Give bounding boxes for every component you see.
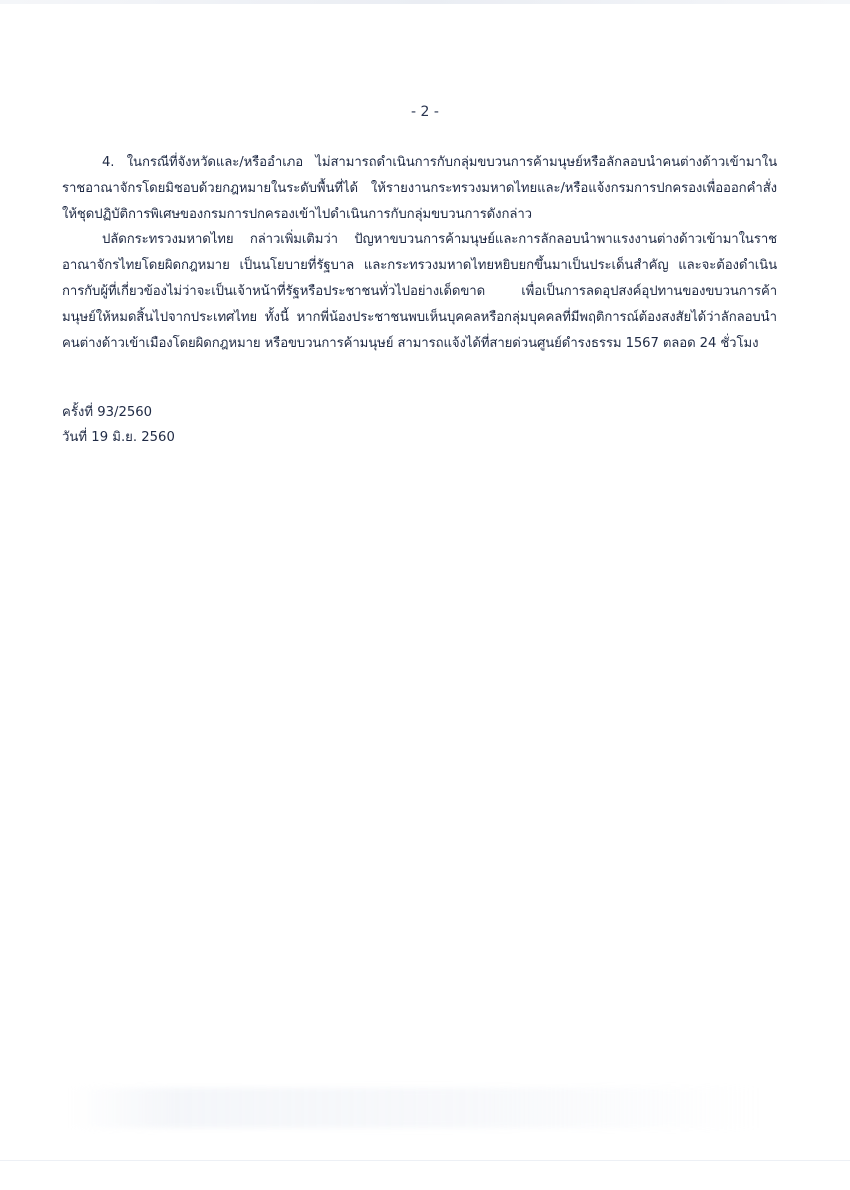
scan-edge-top: [0, 0, 850, 4]
issue-date: วันที่ 19 มิ.ย. 2560: [62, 430, 175, 445]
document-body: [62, 150, 777, 356]
paragraph-statement: ปลัดกระทรวงมหาดไทย กล่าวเพิ่มเติมว่า ปัญหาขบวนการค้ามนุษย์และการลักลอบนำพาแรงงานต่างด้าวเข้ามาในราชอาณาจักรไทยโดยผิดกฎหมาย เป็นนโยบายที่รัฐบาล และกระทรวงมหาดไทยหยิบยกขึ้นมาเป็นประเด็นสำคัญ และจะต้องดำเนินการกับผู้ที่เกี่ยวข้องไม่ว่าจะเป็นเจ้าหน้าที่รัฐหรือประชาชนทั่วไปอย่างเด็ดขาด เพื่อเป็นการลดอุปสงค์อุปทานของขบวนการค้ามนุษย์ให้หมดสิ้นไปจากประเทศไทย ทั้งนี้ หากพี่น้องประชาชนพบเห็นบุคคลหรือกลุ่มบุคคลที่มีพฤติการณ์ต้องสงสัยได้ว่าลักลอบนำคนต่างด้าวเข้าเมืองโดยผิดกฎหมาย หรือขบวนการค้ามนุษย์ สามารถแจ้งได้ที่สายด่วนศูนย์ดำรงธรรม 1567 ตลอด 24 ชั่วโมง: [62, 232, 777, 351]
scan-bleed-through: [70, 1088, 760, 1128]
issue-number: ครั้งที่ 93/2560: [62, 405, 153, 420]
paragraph-item-4: 4. ในกรณีที่จังหวัดและ/หรืออำเภอ ไม่สามารถดำเนินการกับกลุ่มขบวนการค้ามนุษย์หรือลักลอบนำคนต่างด้าวเข้ามาในราชอาณาจักรโดยมิชอบด้วยกฎหมายในระดับพื้นที่ได้ ให้รายงานกระทรวงมหาดไทยและ/หรือแจ้งกรมการปกครองเพื่อออกคำสั่งให้ชุดปฏิบัติการพิเศษของกรมการปกครองเข้าไปดำเนินการกับกลุ่มขบวนการดังกล่าว: [62, 155, 777, 222]
page-number: - 2 -: [411, 104, 439, 120]
scan-edge-bottom: [0, 1160, 850, 1161]
document-footer: [62, 400, 175, 450]
